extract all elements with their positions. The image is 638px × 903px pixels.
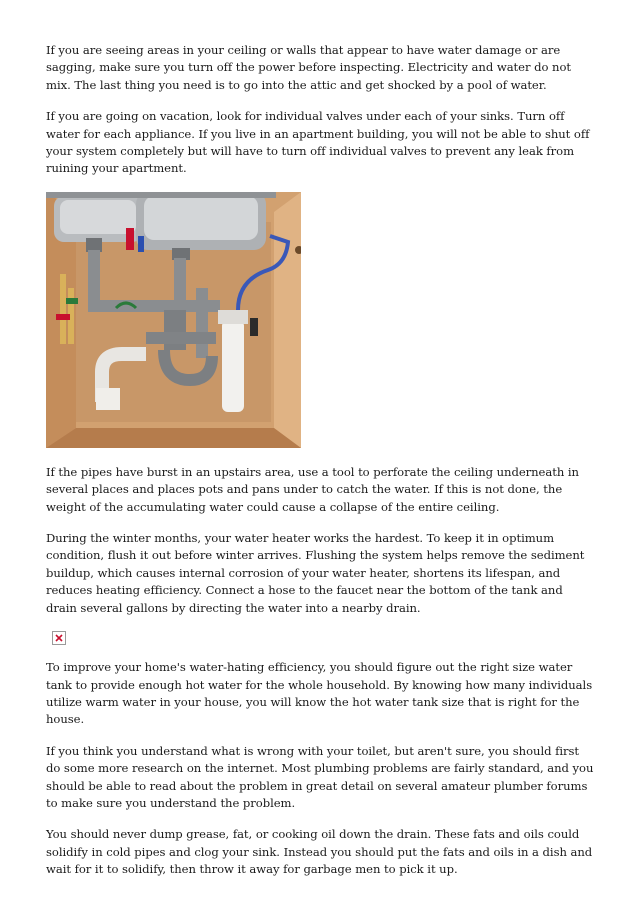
paragraph-water-heater-flush: During the winter months, your water heater works the hardest. To keep it in optimum condition, flush it out before winter arrives. Flushing the system helps remove the sediment buildup, which causes internal corrosion of your water heater, shortens its lifespan, and reduces heating efficiency. Connect a hose to the faucet near the bottom of the tank and drain several gallons by directing the water into a nearby drain. bbox=[46, 531, 585, 615]
paragraph-tank-size: To improve your home's water-hating efficiency, you should figure out the right size water tank to provide enough hot water for the whole household. By knowing how many individuals utilize warm water in your house, you will know the hot water tank size that is right for the house. bbox=[46, 660, 593, 727]
under-sink-plumbing-photo bbox=[46, 192, 301, 448]
broken-image-icon bbox=[52, 631, 66, 645]
paragraph-grease-disposal: You should never dump grease, fat, or cooking oil down the drain. These fats and oils could solidify in cold pipes and clog your sink. Instead you should put the fats and oils in a dish and wait for it to solidify, then throw it away for garbage men to pick it up. bbox=[46, 827, 593, 877]
paragraph-power-inspection: If you are seeing areas in your ceiling or walls that appear to have water damage or are sagging, make sure you turn off the power before inspecting. Electricity and water do not mix. The last thing you need is to go into the attic and get shocked by a pool of water. bbox=[46, 43, 572, 92]
paragraph-vacation-valves: If you are going on vacation, look for individual valves under each of your sinks. Turn off water for each appliance. If you live in an apartment building, you will not be able to shut off your system completely but will have to turn off individual valves to prevent any leak from ruining your apartment. bbox=[46, 109, 590, 176]
paragraph-toilet-research: If you think you understand what is wrong with your toilet, but aren't sure, you should first do some more research on the internet. Most plumbing problems are fairly standard, and you should be able to read about the problem in great detail on several amateur plumber forums to make sure you understand the problem. bbox=[46, 743, 594, 810]
article-body bbox=[46, 42, 594, 893]
paragraph-burst-pipes: If the pipes have burst in an upstairs area, use a tool to perforate the ceiling underneath in several places and places pots and pans under to catch the water. If this is not done, the weight of the accumulating water could cause a collapse of the entire ceiling. bbox=[46, 464, 579, 514]
